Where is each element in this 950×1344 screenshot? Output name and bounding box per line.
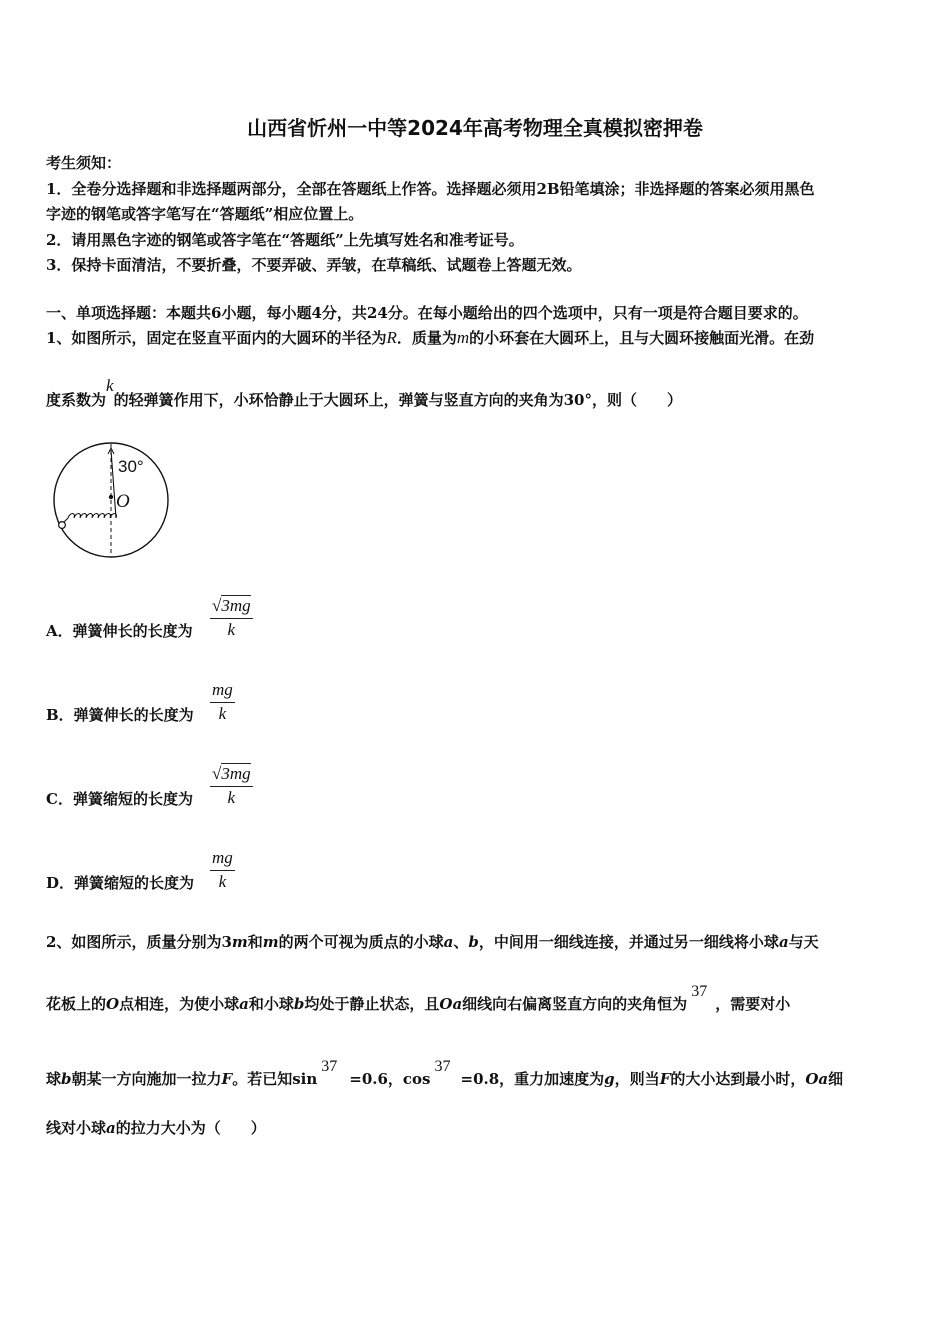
option-d-label: D．弹簧缩短的长度为 xyxy=(46,874,195,892)
q1-figure xyxy=(48,438,178,560)
section-heading: 一、单项选择题：本题共6小题，每小题4分，共24分。在每小题给出的四个选项中，只有一项是符合题目要求的。 xyxy=(46,304,808,322)
q2-stem-line4: 线对小球a的拉力大小为（ ） xyxy=(46,1119,266,1137)
option-a-fraction: $\frac{√3mg}{k}$ xyxy=(212,596,251,639)
notice-item-3: 3．保持卡面清洁，不要折叠，不要弄破、弄皱，在草稿纸、试题卷上答题无效。 xyxy=(46,256,582,274)
q2-stem-line2: 花板上的O点相连，为使小球a和小球b均处于静止状态，且Oa细线向右偏离竖直方向的夹角恒为37，需要对小 xyxy=(46,983,791,1013)
option-d-fraction: $\frac{mg}{k}$ xyxy=(212,848,233,891)
option-c-fraction: $\frac{√3mg}{k}$ xyxy=(212,764,251,807)
option-a-label: A．弹簧伸长的长度为 xyxy=(46,622,193,640)
q2-stem-line3: 球b朝某一方向施加一拉力F。若已知sin37=0.6，cos37=0.8，重力加速度为g，则当F的大小达到最小时，Oa细 xyxy=(46,1058,844,1088)
notice-item-2: 2．请用黑色字迹的钢笔或答字笔在“答题纸”上先填写姓名和准考证号。 xyxy=(46,231,524,249)
notice-heading: 考生须知： xyxy=(46,154,122,172)
q2-stem-line1: 2、如图所示，质量分别为3m和m的两个可视为质点的小球a、b，中间用一细线连接，并通过另一细线将小球a与天 xyxy=(46,933,819,951)
option-b-fraction: $\frac{mg}{k}$ xyxy=(212,680,233,723)
option-b-label: B．弹簧伸长的长度为 xyxy=(46,706,194,724)
center-point xyxy=(109,495,113,499)
q1-stem-line1: 1、如图所示，固定在竖直平面内的大圆环的半径为R．质量为m的小环套在大圆环上，且与大圆环接触面光滑。在劲 xyxy=(46,328,815,347)
notice-item-1-cont: 字迹的钢笔或答字笔写在“答题纸”相应位置上。 xyxy=(46,205,364,223)
option-c-label: C．弹簧缩短的长度为 xyxy=(46,790,193,808)
angle-label: 30° xyxy=(118,457,144,476)
page-title: 山西省忻州一中等2024年高考物理全真模拟密押卷 xyxy=(247,116,703,140)
q1-stem-line2: 度系数为k的轻弹簧作用下，小环恰静止于大圆环上，弹簧与竖直方向的夹角为30°，则（ ） xyxy=(46,376,682,409)
small-ring xyxy=(59,522,66,529)
center-label: O xyxy=(116,491,130,512)
notice-item-1: 1．全卷分选择题和非选择题两部分，全部在答题纸上作答。选择题必须用2B铅笔填涂；非选择题的答案必须用黑色 xyxy=(46,180,815,198)
